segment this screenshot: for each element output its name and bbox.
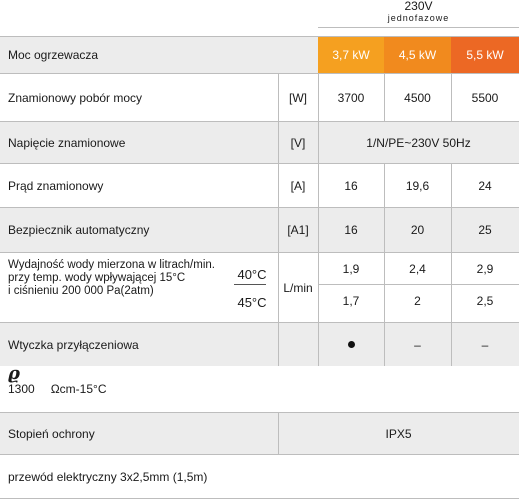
water-output-unit: L/min	[283, 280, 313, 295]
rated-current-row	[0, 163, 519, 207]
water-output-line: Wydajność wody mierzona w litrach/min.	[8, 259, 215, 271]
rated-current-label: Prąd znamionowy	[8, 178, 104, 193]
plug-value: –	[414, 337, 421, 352]
fuse-unit: [A1]	[287, 223, 309, 237]
filled-dot-icon	[348, 341, 355, 348]
rated-current-value: 24	[478, 178, 492, 193]
plug-included-marker	[318, 323, 384, 366]
rated-current-unit: [A]	[290, 178, 306, 193]
rated-power-label: Znamionowy pobór mocy	[8, 90, 143, 105]
fuse-value: 16	[344, 223, 358, 237]
phase-subheader: jednofazowe	[387, 13, 450, 23]
power-3-7kw-cell: 3,7 kW	[318, 37, 384, 73]
rated-voltage-row	[0, 121, 519, 163]
header-divider	[318, 27, 519, 28]
water-output-line: przy temp. wody wpływającej 15°C	[8, 272, 186, 284]
power-5-5kw-cell: 5,5 kW	[451, 37, 519, 73]
fuse-value: 25	[478, 223, 492, 237]
fuse-label: Bezpiecznik automatyczny	[8, 223, 150, 237]
rated-voltage-label: Napięcie znamionowe	[8, 135, 126, 150]
rated-voltage-value: 1/N/PE~230V 50Hz	[366, 135, 471, 150]
water-output-40-value: 1,9	[342, 261, 360, 276]
water-output-row	[0, 252, 519, 322]
rated-power-value: 5500	[471, 90, 499, 105]
cable-label: przewód elektryczny 3x2,5mm (1,5m)	[8, 470, 208, 484]
protection-row	[0, 412, 519, 455]
power-row	[0, 36, 519, 73]
resistivity-line	[8, 382, 122, 396]
temp-45-label: 45°C	[237, 295, 267, 310]
fuse-row	[0, 207, 519, 252]
water-output-45-value: 2	[414, 293, 421, 308]
power-label: Moc ogrzewacza	[8, 48, 99, 62]
rated-current-value: 19,6	[405, 178, 430, 193]
protection-value: IPX5	[385, 426, 412, 441]
fuse-value: 20	[410, 223, 425, 237]
resistivity-unit: Ωcm-15°C	[50, 382, 107, 396]
rated-current-value: 16	[344, 178, 358, 193]
cable-row	[0, 456, 519, 499]
water-output-40-value: 2,4	[409, 261, 426, 276]
power-4-5kw-cell: 4,5 kW	[384, 37, 451, 73]
water-output-line: i ciśnieniu 200 000 Pa(2atm)	[8, 285, 154, 297]
rated-power-row	[0, 73, 519, 121]
rated-power-value: 4500	[404, 90, 431, 105]
voltage-header: 230V	[404, 0, 433, 13]
plug-value: –	[481, 337, 489, 352]
plug-label: Wtyczka przyłączeniowa	[8, 337, 139, 352]
water-output-45-value: 2,5	[476, 293, 494, 308]
temp-40-label: 40°C	[237, 267, 267, 282]
protection-label: Stopień ochrony	[8, 426, 95, 441]
water-output-40-value: 2,9	[476, 261, 494, 276]
rated-power-unit: [W]	[289, 90, 307, 105]
plug-row	[0, 322, 519, 366]
rated-voltage-unit: [V]	[290, 135, 306, 150]
resistivity-symbol: ϱ	[8, 363, 20, 384]
water-output-description	[8, 259, 233, 298]
resistivity-value: 1300	[8, 382, 35, 396]
rated-power-value: 3700	[337, 90, 365, 105]
temp-divider	[234, 284, 266, 285]
water-output-45-value: 1,7	[342, 293, 360, 308]
